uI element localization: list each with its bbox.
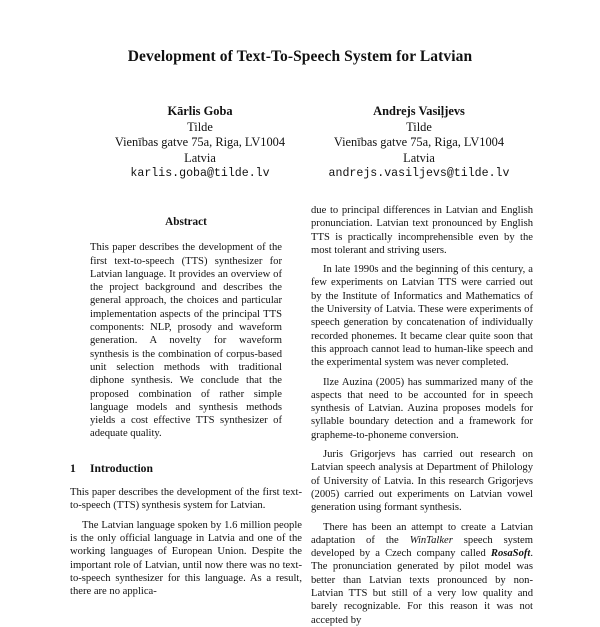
author-name: Andrejs Vasiļjevs [373,104,465,118]
author-email: karlis.goba@tilde.lv [130,167,270,181]
author-email: andrejs.vasiljevs@tilde.lv [328,167,510,181]
section-number: 1 [70,461,76,475]
paper-title: Development of Text-To-Speech System for Latvian [127,48,473,65]
author-block [80,104,320,182]
paragraph: In late 1990s and the beginning of this century, a few experiments on Latvian TTS were carried out by the Institute of Informatics and Mathematics of the University of Latvia. These were experiments of speech generation by concatenation of individually recorded phonemes. It became clear quite soon that this approach cannot lead to human-like speech and the experimental system was never completed. [311,264,533,369]
section-title: Introduction [90,461,153,475]
abstract-heading: Abstract [165,216,207,228]
paragraph: due to principal differences in Latvian and English pronunciation. Latvian text pronounced by English TTS is practically incomprehensible even by the most tolerant and striving users. [311,205,533,256]
paragraph: Ilze Auzina (2005) has summarized many of the aspects that need to be accounted for in speech synthesis of Latvian. Auzina proposes models for syllable boundary detection and a framework for grapheme-to-phoneme conversion. [311,376,533,441]
abstract-text: This paper describes the development of the first text-to-speech (TTS) synthesizer for Latvian language. It provides an overview of the project background and describes the general approach, the choices and particular implementation aspects of the principal TTS components: NLP, prosody and waveform generation. A novelty for waveform synthesis is the combination of corpus-based unit selection methods with traditional diphone synthesis. We conclude that the proposed combination of rather simple language models and synthesis methods yields a cost effective TTS synthesizer of adequate quality. [90,242,282,440]
text-run: . The pronunciation generated by pilot model was better than Latvian texts pronounced by non-Latvian TTS but still of a very low quality and barely recognizable. For this reason it was not accepted by [311,548,533,626]
author-name: Kārlis Goba [167,104,233,118]
author-affiliation: Tilde [406,119,432,134]
section-heading [70,462,302,475]
paragraph [311,521,533,627]
paragraph: Juris Grigorjevs has carried out research on Latvian speech analysis at Department of Philology of University of Latvia. In this research Grigorjevs (2005) carried out experiments on Latvian vowel generation using formant synthesis. [311,449,533,514]
product-name: WinTalker [409,534,453,546]
paragraph: The Latvian language spoken by 1.6 million people is the only official language in Latvia and one of the working languages of European Union. Despite the important role of Latvian, until now there was no text-to-speech synthesizer for this language. As a result, there are no applica- [70,519,302,598]
author-country: Latvia [403,150,435,165]
company-name: RosaSoft [490,548,531,560]
text-run: speech system developed by a Czech company called [311,534,533,560]
left-column [70,216,302,598]
author-affiliation: Tilde [187,119,213,134]
author-address: Vienības gatve 75a, Riga, LV1004 [333,135,505,150]
paragraph: This paper describes the development of the first text-to-speech (TTS) synthesis system for Latvian. [70,487,302,512]
author-block [299,104,539,182]
author-country: Latvia [184,150,216,165]
right-column [311,204,533,627]
author-address: Vienības gatve 75a, Riga, LV1004 [114,135,286,150]
text-run: There has been an attempt to create a Latvian adaptation of the [311,521,533,546]
